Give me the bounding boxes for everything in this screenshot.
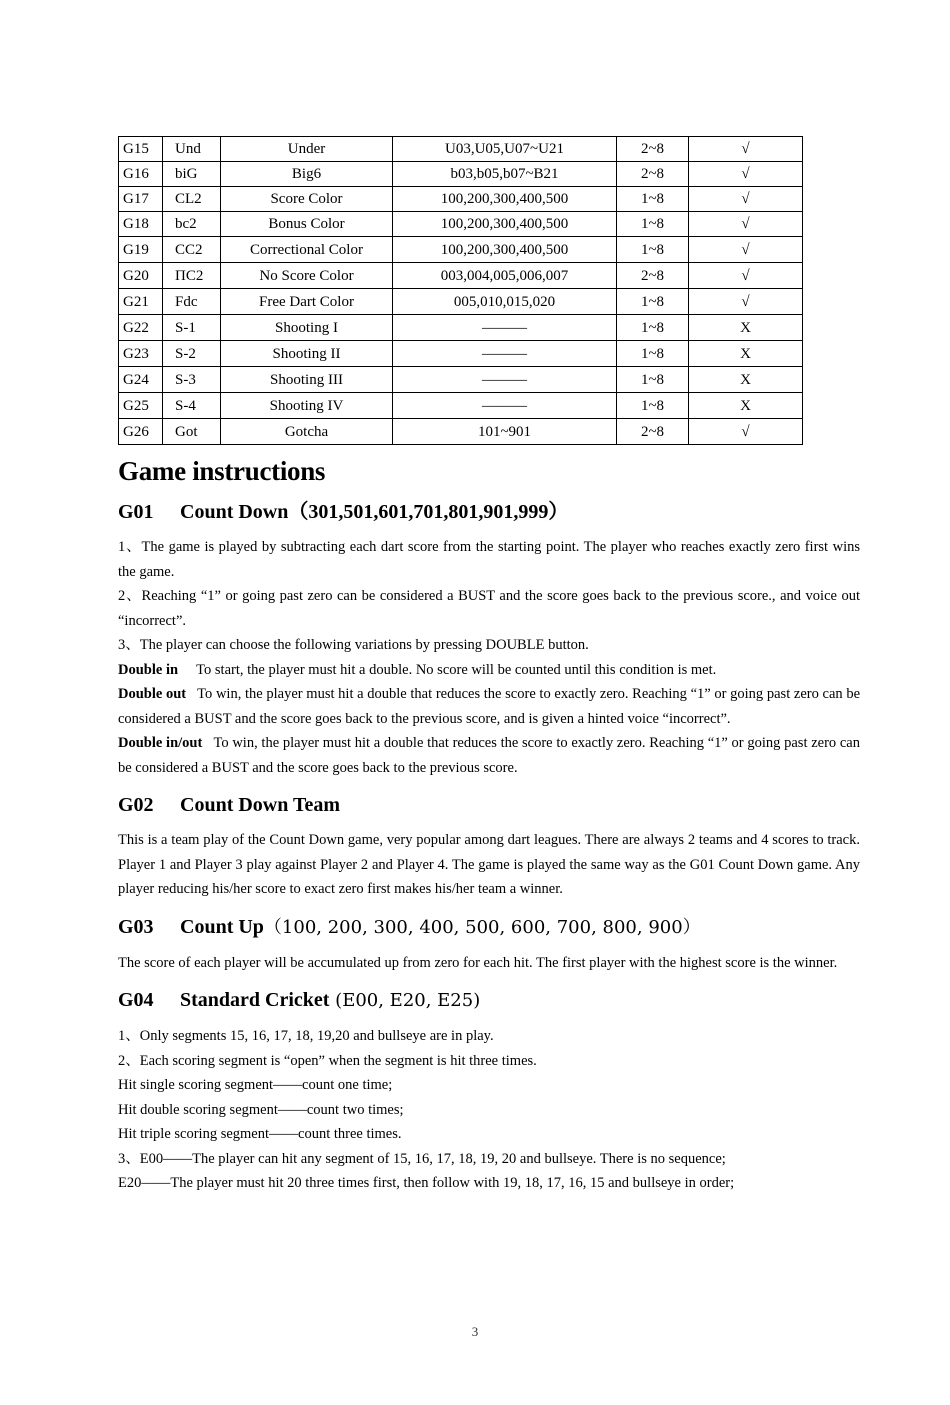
table-cell: X <box>689 315 803 341</box>
table-cell: 2~8 <box>617 137 689 162</box>
table-cell: 2~8 <box>617 263 689 289</box>
paragraph: 1、The game is played by subtracting each dart score from the starting point. The player who reaches exactly zero first wins the game. <box>118 539 860 580</box>
table-cell: 005,010,015,020 <box>393 289 617 315</box>
section-title <box>118 792 860 818</box>
term-text: To win, the player must hit a double that reduces the score to exactly zero. Reaching “1” or going past zero can be considered a BUST and the score goes back to the previous score. <box>118 735 860 776</box>
table-cell: ——— <box>393 341 617 367</box>
table-row <box>119 289 803 315</box>
game-options: （100, 200, 300, 400, 500, 600, 700, 800, 900） <box>263 916 701 938</box>
game-options: （301,501,601,701,801,901,999） <box>288 501 569 523</box>
table-cell: 100,200,300,400,500 <box>393 187 617 212</box>
table-cell: G16 <box>119 162 163 187</box>
section-g03 <box>118 914 860 976</box>
term-text: To start, the player must hit a double. No score will be counted until this condition is met. <box>196 661 717 678</box>
table-row <box>119 419 803 445</box>
table-cell: G15 <box>119 137 163 162</box>
section-g04 <box>118 987 860 1196</box>
table-cell: √ <box>689 212 803 237</box>
page-number: 3 <box>471 1324 479 1339</box>
table-cell: 1~8 <box>617 212 689 237</box>
table-cell: ——— <box>393 367 617 393</box>
paragraph <box>118 658 860 683</box>
table-cell: Free Dart Color <box>221 289 393 315</box>
table-cell: 100,200,300,400,500 <box>393 237 617 263</box>
table-cell: 1~8 <box>617 289 689 315</box>
game-title: Count Down <box>180 501 289 523</box>
table-row <box>119 162 803 187</box>
table-row <box>119 212 803 237</box>
game-options: (E00, E20, E25) <box>329 990 481 1011</box>
game-title: Count Down Team <box>180 794 341 816</box>
section-g01 <box>118 499 860 780</box>
table-cell: Fdc <box>163 289 221 315</box>
section-g02 <box>118 792 860 902</box>
paragraph: Hit triple scoring segment——count three times. <box>118 1126 402 1142</box>
paragraph: 1、Only segments 15, 16, 17, 18, 19,20 and bullseye are in play. <box>118 1028 494 1044</box>
table-cell: bc2 <box>163 212 221 237</box>
table-row <box>119 137 803 162</box>
table-cell: 1~8 <box>617 187 689 212</box>
section-title <box>118 499 860 525</box>
table-cell: Score Color <box>221 187 393 212</box>
paragraph: 3、The player can choose the following variations by pressing DOUBLE button. <box>118 637 589 653</box>
table-cell: G17 <box>119 187 163 212</box>
section-title <box>118 914 860 941</box>
table-cell: 101~901 <box>393 419 617 445</box>
table-cell: 1~8 <box>617 341 689 367</box>
table-cell: G18 <box>119 212 163 237</box>
paragraph: E20——The player must hit 20 three times first, then follow with 19, 18, 17, 16, 15 and bullseye in order; <box>118 1175 735 1191</box>
table-cell: G24 <box>119 367 163 393</box>
table-row <box>119 367 803 393</box>
page-content <box>118 136 860 1208</box>
table-cell: √ <box>689 419 803 445</box>
table-cell: CC2 <box>163 237 221 263</box>
paragraph <box>118 682 860 731</box>
table-cell: Shooting III <box>221 367 393 393</box>
table-cell: 1~8 <box>617 315 689 341</box>
section-title <box>118 987 860 1014</box>
page-heading: Game instructions <box>118 456 326 486</box>
table-row <box>119 187 803 212</box>
table-cell: ——— <box>393 393 617 419</box>
table-cell: √ <box>689 289 803 315</box>
table-cell: Big6 <box>221 162 393 187</box>
table-cell: biG <box>163 162 221 187</box>
table-cell: √ <box>689 187 803 212</box>
term-label: Double in <box>118 661 179 678</box>
paragraph: This is a team play of the Count Down game, very popular among dart leagues. There are always 2 teams and 4 scores to track. Player 1 and Player 3 play against Player 2 and Player 4. The game is played the same way as the G01 Count Down game. Any player reducing his/her score to exact zero first makes his/her team a winner. <box>118 832 860 897</box>
table-cell: G25 <box>119 393 163 419</box>
table-cell: 2~8 <box>617 419 689 445</box>
term-text: To win, the player must hit a double that reduces the score to exactly zero. Reaching “1” or going past zero can be considered a BUST and the score goes back to the previous score, and is given a hinted voice “incorrect”. <box>118 686 861 727</box>
table-cell: Under <box>221 137 393 162</box>
table-cell: Gotcha <box>221 419 393 445</box>
table-cell: S-3 <box>163 367 221 393</box>
table-cell: S-1 <box>163 315 221 341</box>
table-cell: Bonus Color <box>221 212 393 237</box>
table-cell: 1~8 <box>617 237 689 263</box>
table-cell: X <box>689 367 803 393</box>
table-cell: Correctional Color <box>221 237 393 263</box>
paragraph: 2、Reaching “1” or going past zero can be considered a BUST and the score goes back to the previous score., and voice out “incorrect”. <box>118 588 860 629</box>
table-cell: No Score Color <box>221 263 393 289</box>
table-row <box>119 341 803 367</box>
game-code: G04 <box>118 989 154 1011</box>
table-cell: Und <box>163 137 221 162</box>
table-cell: G22 <box>119 315 163 341</box>
table-cell: G21 <box>119 289 163 315</box>
game-code: G02 <box>118 794 154 816</box>
games-table <box>118 136 803 445</box>
table-cell: 1~8 <box>617 367 689 393</box>
term-label: Double out <box>118 686 187 702</box>
paragraph: 3、E00——The player can hit any segment of 15, 16, 17, 18, 19, 20 and bullseye. There is no sequence; <box>118 1150 726 1167</box>
table-cell: Shooting II <box>221 341 393 367</box>
game-code: G03 <box>118 915 154 938</box>
table-cell: G19 <box>119 237 163 263</box>
table-row <box>119 237 803 263</box>
table-cell: X <box>689 341 803 367</box>
game-code: G01 <box>118 501 154 523</box>
games-table-body <box>119 137 803 445</box>
table-cell: S-2 <box>163 341 221 367</box>
table-cell: 1~8 <box>617 393 689 419</box>
table-cell: Got <box>163 419 221 445</box>
table-cell: U03,U05,U07~U21 <box>393 137 617 162</box>
table-cell: √ <box>689 263 803 289</box>
paragraph: 2、Each scoring segment is “open” when the segment is hit three times. <box>118 1052 537 1069</box>
table-cell: 003,004,005,006,007 <box>393 263 617 289</box>
table-cell: G20 <box>119 263 163 289</box>
table-cell: 100,200,300,400,500 <box>393 212 617 237</box>
term-label: Double in/out <box>118 735 203 751</box>
table-cell: G23 <box>119 341 163 367</box>
table-cell: S-4 <box>163 393 221 419</box>
table-cell: 2~8 <box>617 162 689 187</box>
table-cell: Shooting IV <box>221 393 393 419</box>
paragraph <box>118 731 860 780</box>
table-cell: CL2 <box>163 187 221 212</box>
table-cell: √ <box>689 237 803 263</box>
table-cell: X <box>689 393 803 419</box>
game-title: Count Up <box>180 915 264 938</box>
table-row <box>119 315 803 341</box>
table-cell: ΠC2 <box>163 263 221 289</box>
table-cell: Shooting I <box>221 315 393 341</box>
game-title: Standard Cricket <box>180 989 330 1011</box>
paragraph: Hit double scoring segment——count two times; <box>118 1101 404 1118</box>
table-cell: √ <box>689 162 803 187</box>
paragraph: Hit single scoring segment——count one time; <box>118 1077 393 1093</box>
paragraph: The score of each player will be accumulated up from zero for each hit. The first player with the highest score is the winner. <box>118 954 838 971</box>
table-cell: G26 <box>119 419 163 445</box>
table-row <box>119 393 803 419</box>
table-cell: b03,b05,b07~B21 <box>393 162 617 187</box>
table-cell: ——— <box>393 315 617 341</box>
table-cell: √ <box>689 137 803 162</box>
table-row <box>119 263 803 289</box>
